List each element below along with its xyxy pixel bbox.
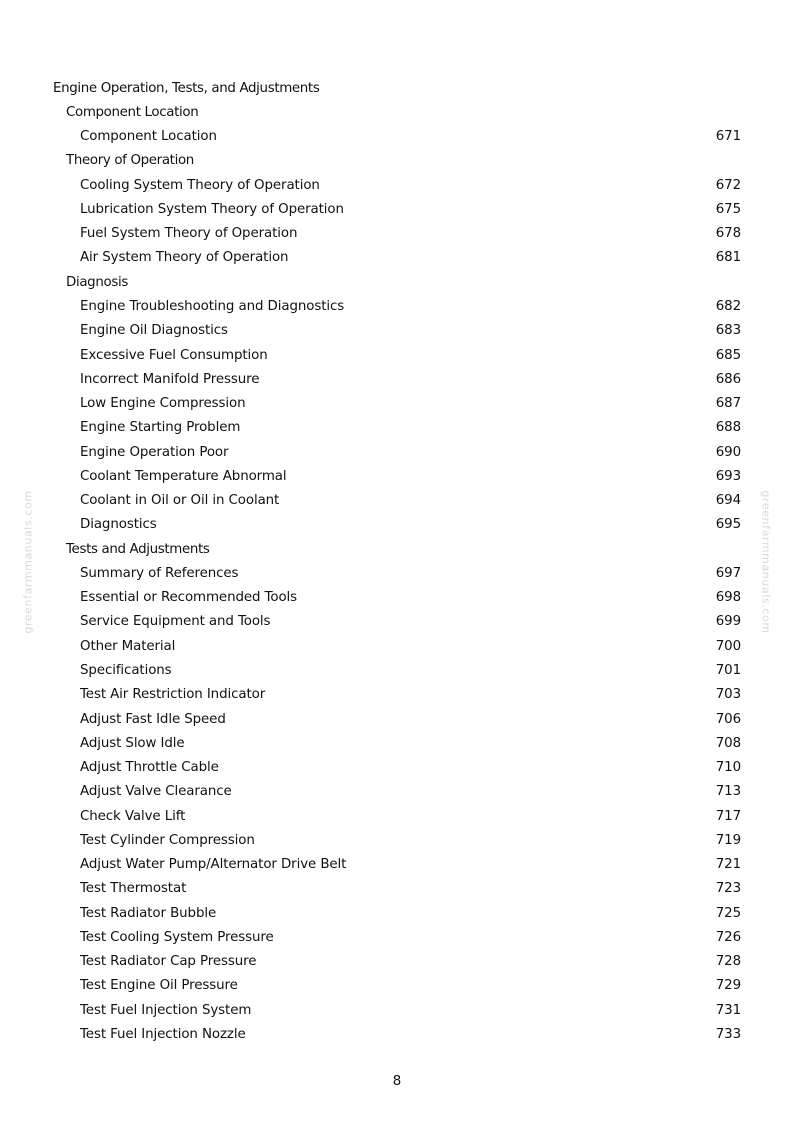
toc-entry[interactable] — [53, 755, 743, 779]
toc-entry-page: 713 — [715, 784, 741, 800]
toc-entry[interactable] — [53, 464, 743, 488]
toc-entry-page: 672 — [715, 177, 741, 193]
toc-entry-title: Test Radiator Cap Pressure — [80, 954, 257, 970]
toc-entry[interactable] — [53, 974, 743, 998]
toc-entry[interactable] — [53, 125, 743, 149]
toc-entry-title: Service Equipment and Tools — [80, 614, 271, 630]
toc-entry-page: 693 — [715, 468, 741, 484]
toc-section-heading — [53, 537, 743, 561]
toc-entry[interactable] — [53, 634, 743, 658]
toc-entry-page: 688 — [715, 420, 741, 436]
toc-entry[interactable] — [53, 343, 743, 367]
toc-entry-page: 678 — [715, 226, 741, 242]
toc-entry-title: Test Thermostat — [80, 881, 187, 897]
toc-entry[interactable] — [53, 731, 743, 755]
toc-entry[interactable] — [53, 489, 743, 513]
toc-entry-page: 703 — [715, 687, 741, 703]
toc-entry[interactable] — [53, 610, 743, 634]
toc-entry[interactable] — [53, 197, 743, 221]
toc-entry-page: 687 — [715, 396, 741, 412]
toc-entry-page: 719 — [715, 832, 741, 848]
toc-entry-title: Engine Troubleshooting and Diagnostics — [80, 299, 345, 315]
toc-entry-page: 681 — [715, 250, 741, 266]
toc-entry-title: Test Engine Oil Pressure — [80, 978, 238, 994]
toc-entry-page: 675 — [715, 201, 741, 217]
toc-entry-title: Excessive Fuel Consumption — [80, 347, 268, 363]
toc-entry[interactable] — [53, 173, 743, 197]
toc-section-heading — [53, 149, 743, 173]
toc-entry-page: 721 — [715, 857, 741, 873]
toc-entry[interactable] — [53, 319, 743, 343]
toc-entry-title: Adjust Valve Clearance — [80, 784, 232, 800]
toc-entry[interactable] — [53, 222, 743, 246]
toc-entry-page: 723 — [715, 881, 741, 897]
toc-entry-page: 694 — [715, 493, 741, 509]
toc-entry-page: 725 — [715, 905, 741, 921]
toc-entry-page: 698 — [715, 590, 741, 606]
toc-entry-page: 706 — [715, 711, 741, 727]
toc-entry-title: Incorrect Manifold Pressure — [80, 371, 260, 387]
toc-section-heading — [53, 270, 743, 294]
toc-entry[interactable] — [53, 440, 743, 464]
toc-entry-page: 729 — [715, 978, 741, 994]
watermark-left: greenfarmmanuals.com — [21, 490, 35, 634]
toc-entry-title: Summary of References — [80, 565, 239, 581]
toc-entry-title: Diagnosis — [66, 274, 128, 290]
toc-entry-page: 726 — [715, 929, 741, 945]
toc-entry-title: Adjust Fast Idle Speed — [80, 711, 226, 727]
toc-entry-page: 682 — [715, 299, 741, 315]
toc-entry-page: 697 — [715, 565, 741, 581]
toc-entry[interactable] — [53, 513, 743, 537]
toc-section-heading — [53, 100, 743, 124]
toc-entry-title: Air System Theory of Operation — [80, 250, 289, 266]
toc-entry-page: 731 — [715, 1002, 741, 1018]
table-of-contents — [53, 76, 743, 1047]
toc-entry-title: Fuel System Theory of Operation — [80, 226, 298, 242]
toc-entry[interactable] — [53, 658, 743, 682]
toc-entry[interactable] — [53, 707, 743, 731]
toc-entry[interactable] — [53, 925, 743, 949]
toc-entry-title: Other Material — [80, 638, 176, 654]
toc-entry[interactable] — [53, 246, 743, 270]
toc-entry-title: Component Location — [66, 104, 199, 120]
toc-entry-title: Test Cooling System Pressure — [80, 929, 274, 945]
toc-entry[interactable] — [53, 828, 743, 852]
toc-entry[interactable] — [53, 998, 743, 1022]
toc-entry-title: Test Fuel Injection System — [80, 1002, 252, 1018]
toc-entry-page: 701 — [715, 663, 741, 678]
toc-entry-page: 686 — [715, 371, 741, 387]
toc-entry-title: Diagnostics — [80, 517, 157, 533]
toc-entry[interactable] — [53, 683, 743, 707]
toc-entry-page: 683 — [715, 323, 741, 339]
toc-entry-page: 708 — [715, 735, 741, 751]
toc-entry-title: Coolant Temperature Abnormal — [80, 468, 287, 484]
page-number: 8 — [392, 1074, 402, 1089]
toc-entry-title: Cooling System Theory of Operation — [80, 177, 320, 193]
toc-entry-title: Test Radiator Bubble — [80, 905, 217, 921]
toc-entry[interactable] — [53, 780, 743, 804]
toc-entry-title: Engine Operation, Tests, and Adjustments — [53, 80, 320, 96]
toc-entry-page: 710 — [715, 760, 741, 776]
toc-entry[interactable] — [53, 586, 743, 610]
toc-entry[interactable] — [53, 1022, 743, 1046]
toc-entry[interactable] — [53, 294, 743, 318]
toc-entry[interactable] — [53, 853, 743, 877]
toc-entry[interactable] — [53, 950, 743, 974]
toc-entry-title: Engine Operation Poor — [80, 444, 229, 460]
toc-entry-title: Essential or Recommended Tools — [80, 590, 298, 606]
toc-entry[interactable] — [53, 561, 743, 585]
toc-entry[interactable] — [53, 901, 743, 925]
toc-entry-title: Adjust Throttle Cable — [80, 760, 219, 776]
toc-entry-page: 685 — [715, 347, 741, 363]
toc-entry-page: 671 — [715, 129, 741, 145]
toc-section-heading — [53, 76, 743, 100]
toc-entry-title: Check Valve Lift — [80, 808, 186, 824]
toc-entry-title: Lubrication System Theory of Operation — [80, 201, 344, 217]
toc-entry-title: Engine Starting Problem — [80, 420, 241, 436]
toc-entry[interactable] — [53, 877, 743, 901]
toc-entry[interactable] — [53, 804, 743, 828]
toc-entry-title: Component Location — [80, 129, 217, 145]
toc-entry-title: Adjust Water Pump/Alternator Drive Belt — [80, 857, 347, 873]
toc-entry[interactable] — [53, 367, 743, 391]
toc-entry-title: Test Cylinder Compression — [80, 832, 255, 848]
toc-entry-title: Tests and Adjustments — [66, 541, 210, 557]
toc-entry-page: 700 — [715, 638, 741, 654]
toc-entry-title: Engine Oil Diagnostics — [80, 323, 228, 339]
toc-entry-title: Low Engine Compression — [80, 396, 246, 412]
toc-entry-title: Specifications — [80, 663, 172, 678]
toc-entry-page: 733 — [715, 1026, 741, 1042]
toc-entry-page: 717 — [715, 808, 741, 824]
toc-entry-title: Test Air Restriction Indicator — [80, 687, 266, 703]
toc-entry-page: 699 — [715, 614, 741, 630]
toc-entry-page: 728 — [715, 954, 741, 970]
toc-entry-title: Theory of Operation — [66, 153, 194, 169]
toc-entry-page: 695 — [715, 517, 741, 533]
toc-entry[interactable] — [53, 391, 743, 415]
watermark-right: greenfarmmanuals.com — [759, 490, 773, 634]
toc-entry-title: Test Fuel Injection Nozzle — [80, 1026, 246, 1042]
toc-entry[interactable] — [53, 416, 743, 440]
toc-entry-title: Coolant in Oil or Oil in Coolant — [80, 493, 280, 509]
toc-entry-page: 690 — [715, 444, 741, 460]
toc-entry-title: Adjust Slow Idle — [80, 735, 185, 751]
